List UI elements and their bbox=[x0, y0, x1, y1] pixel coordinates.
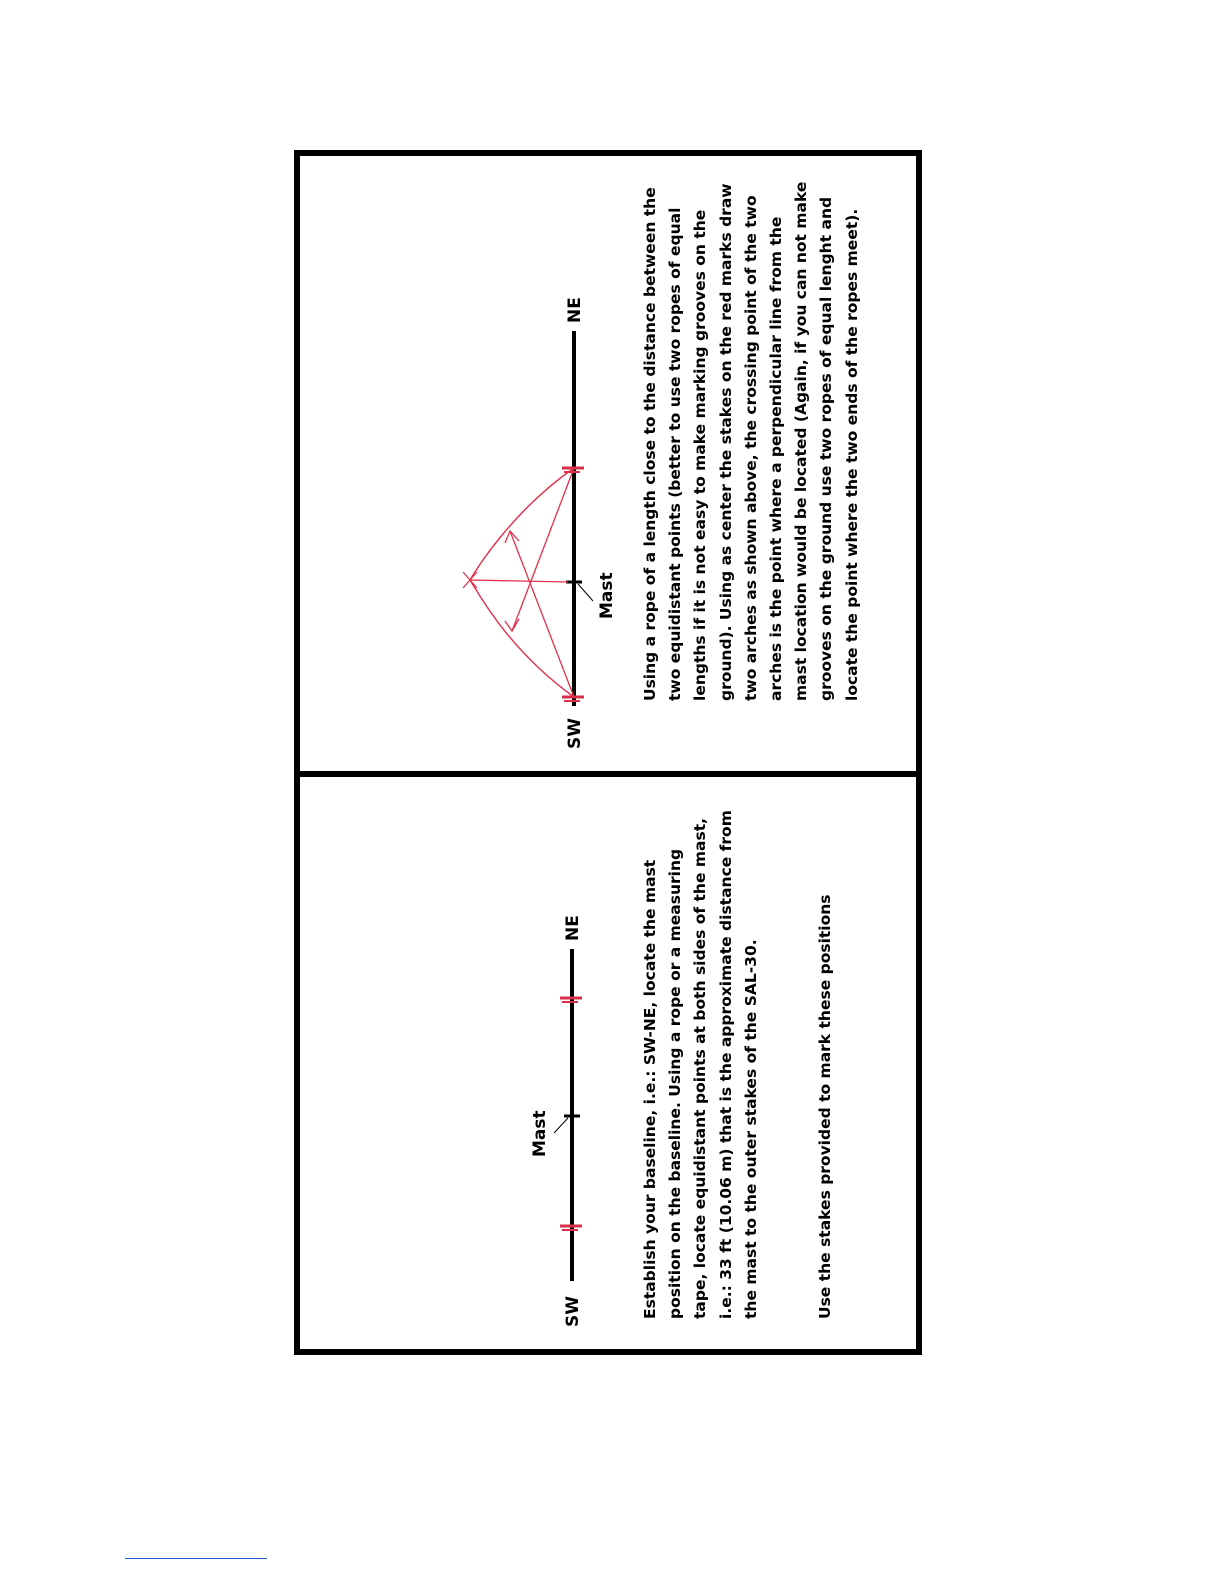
panel-perpendicular-construction bbox=[300, 156, 916, 771]
perpendicular-diagram bbox=[300, 156, 630, 771]
footnote-separator bbox=[125, 1558, 267, 1559]
label-mast: Mast bbox=[597, 572, 617, 619]
instruction-frame bbox=[294, 150, 922, 1355]
perpendicular-line bbox=[470, 580, 568, 582]
label-mast: Mast bbox=[530, 1110, 550, 1157]
arch-from-left-stake bbox=[470, 580, 574, 697]
label-ne: NE bbox=[565, 297, 585, 323]
panel-baseline-setup bbox=[300, 777, 916, 1349]
baseline-diagram bbox=[300, 777, 630, 1349]
label-sw: SW bbox=[563, 1296, 583, 1327]
radius-line-left bbox=[510, 531, 574, 697]
label-sw: SW bbox=[565, 718, 585, 749]
mast-pointer bbox=[554, 1118, 568, 1133]
label-ne: NE bbox=[563, 915, 583, 941]
construction-instructions: Using a rope of a length close to the distance between the two equidistant points (better to use two ropes of equal lengths if it is not easy to make marking grooves on the ground). Using as center the stakes on the red marks draw two arches as shown above, the crossing point of the two arches is the point where a perpendicular line from the mast location would be located (Again, if you can not make grooves on the ground use two ropes of equal lenght and locate the point where the two ends of the ropes meet). bbox=[641, 181, 861, 701]
mast-pointer bbox=[578, 584, 593, 601]
baseline-instructions: Establish your baseline, i.e.: SW-NE, locate the mast position on the baseline. Using a rope or a measuring tape, locate equidistant points at both sides of the mast, i.e.: 33 ft (10.06 m) that is the approximate distance from the mast to the outer stakes of the SAL-30. bbox=[641, 810, 760, 1319]
stake-instructions: Use the stakes provided to mark these positions bbox=[816, 894, 834, 1319]
